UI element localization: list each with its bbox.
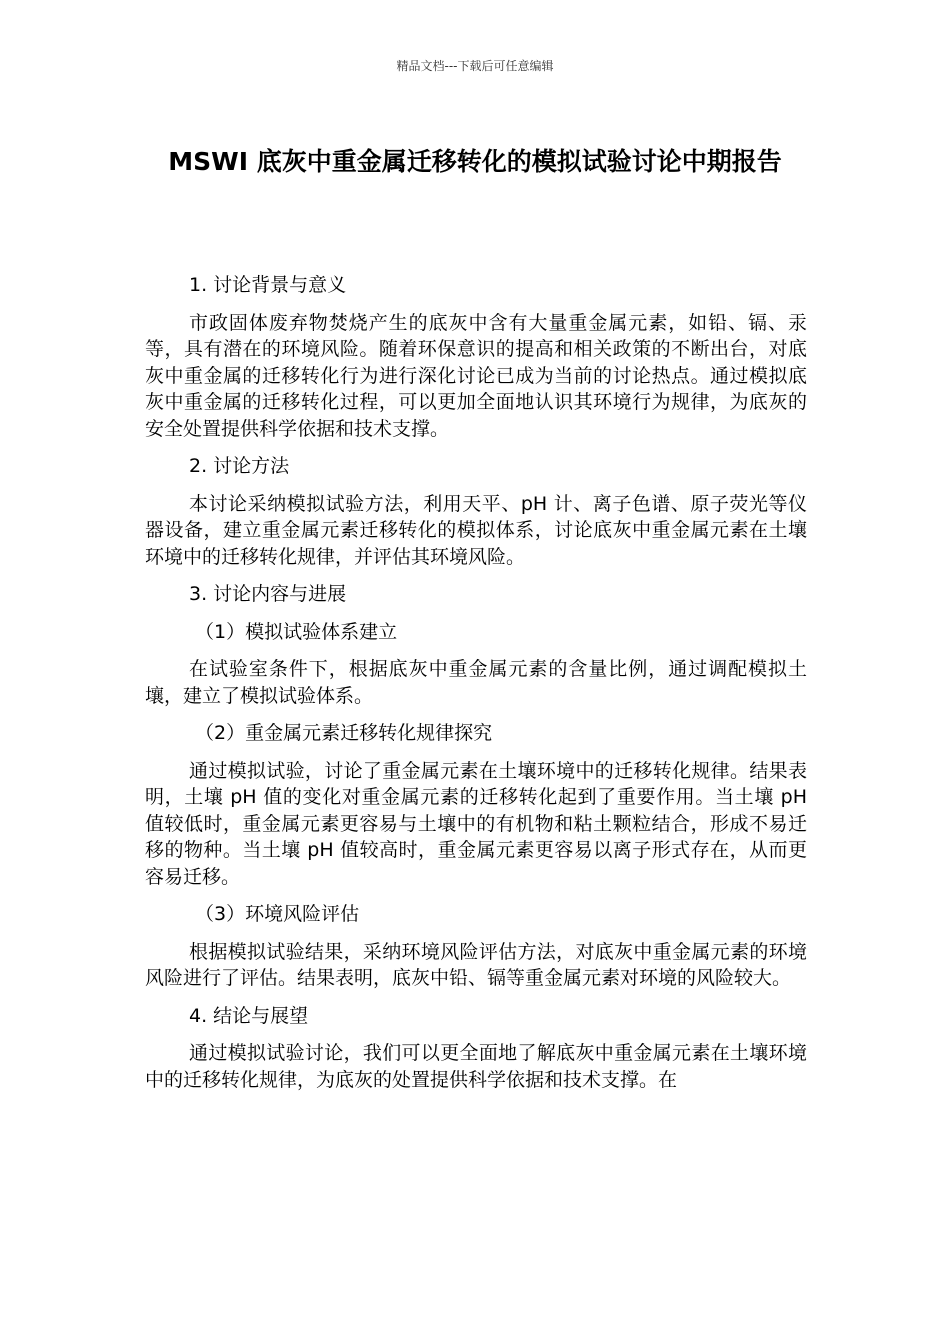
- paragraph-background: 市政固体废弃物焚烧产生的底灰中含有大量重金属元素，如铅、镉、汞等，具有潜在的环境风险。随着环保意识的提高和相关政策的不断出台，对底灰中重金属的迁移转化行为进行深化讨论已成为当前的讨论热点。通过模拟底灰中重金属的迁移转化过程，可以更加全面地认识其环境行为规律，为底灰的安全处置提供科学依据和技术支撑。: [145, 311, 807, 440]
- paragraph-conclusion: 通过模拟试验讨论，我们可以更全面地了解底灰中重金属元素在土壤环境中的迁移转化规律，为底灰的处置提供科学依据和技术支撑。在: [145, 1042, 807, 1091]
- document-title: MSWI 底灰中重金属迁移转化的模拟试验讨论中期报告: [168, 147, 782, 176]
- subsection-heading-risk-assessment: （3）环境风险评估: [195, 903, 360, 925]
- paragraph-system-setup: 在试验室条件下，根据底灰中重金属元素的含量比例，通过调配模拟土壤，建立了模拟试验体系。: [145, 658, 807, 707]
- page-header-note: 精品文档---下载后可任意编辑: [396, 59, 554, 73]
- section-heading-content-progress: 3. 讨论内容与进展: [189, 583, 347, 605]
- section-heading-conclusion: 4. 结论与展望: [189, 1004, 309, 1027]
- subsection-heading-system-setup: （1）模拟试验体系建立: [195, 620, 398, 643]
- paragraph-risk-assessment: 根据模拟试验结果，采纳环境风险评估方法，对底灰中重金属元素的环境风险进行了评估。结果表明，底灰中铅、镉等重金属元素对环境的风险较大。: [145, 940, 807, 989]
- section-heading-background: 1. 讨论背景与意义: [189, 274, 347, 296]
- document-body: [145, 272, 807, 1104]
- paragraph-methods: 本讨论采纳模拟试验方法，利用天平、pH 计、离子色谱、原子荧光等仪器设备，建立重金属元素迁移转化的模拟体系，讨论底灰中重金属元素在土壤环境中的迁移转化规律，并评估其环境风险。: [145, 492, 807, 568]
- paragraph-migration-rules: 通过模拟试验，讨论了重金属元素在土壤环境中的迁移转化规律。结果表明，土壤 pH 值的变化对重金属元素的迁移转化起到了重要作用。当土壤 pH 值较低时，重金属元素更容易与土壤中的有机物和粘土颗粒结合，形成不易迁移的物种。当土壤 pH 值较高时，重金属元素更容易以离子形式存在，从而更容易迁移。: [145, 759, 807, 888]
- section-heading-methods: 2. 讨论方法: [189, 455, 290, 477]
- subsection-heading-migration-rules: （2）重金属元素迁移转化规律探究: [195, 722, 493, 744]
